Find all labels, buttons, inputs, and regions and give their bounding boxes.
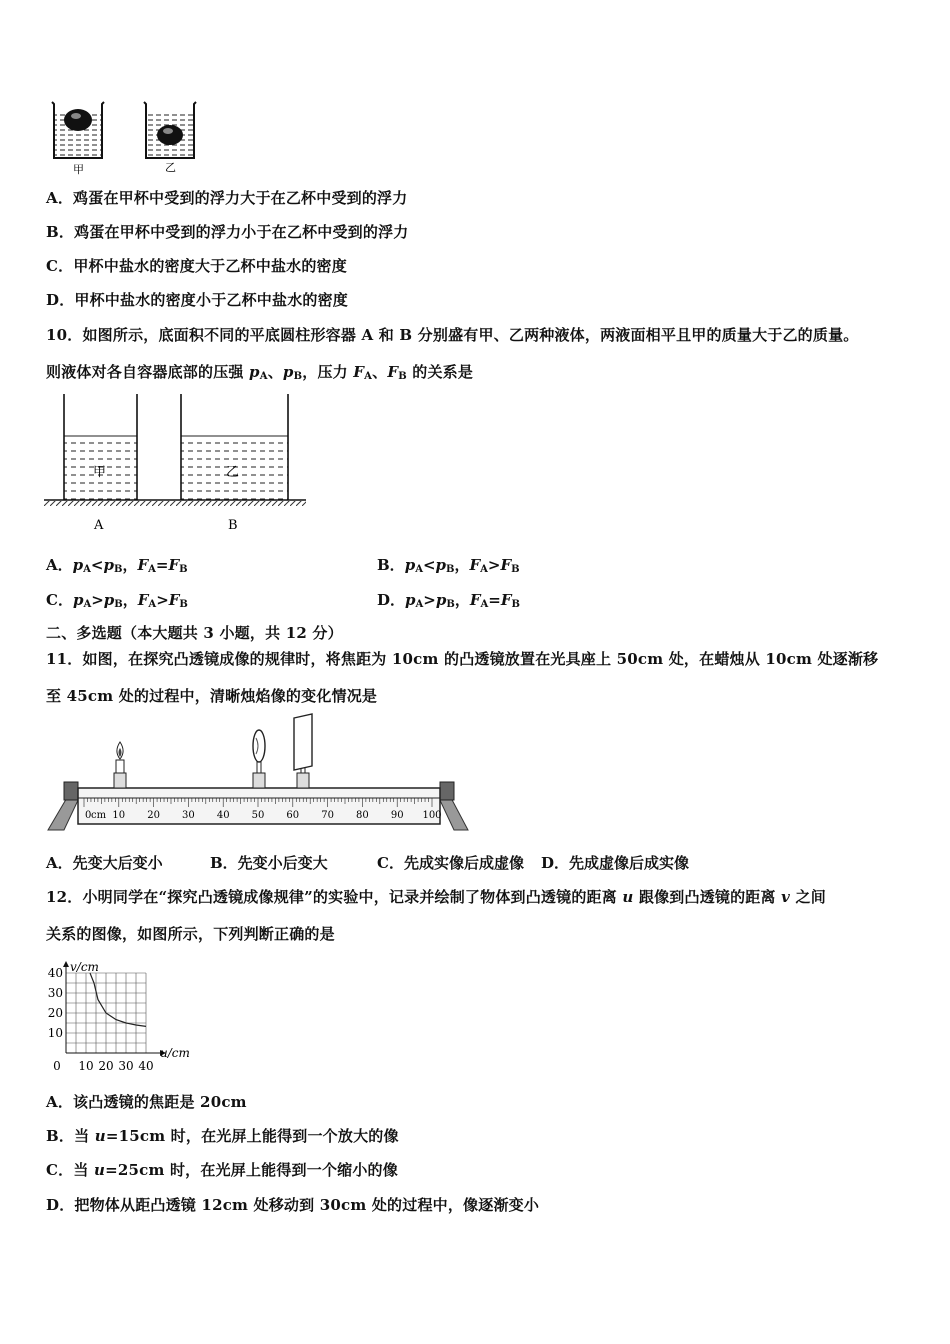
chart-x-tick-label: 0 (53, 1059, 61, 1073)
beaker-jia (52, 102, 104, 158)
convex-lens (253, 730, 265, 788)
containers-figure (44, 392, 314, 537)
section-heading: 二、多选题（本大题共 3 小题，共 12 分） (46, 624, 343, 642)
chart-xlabel: u/cm (160, 1046, 190, 1060)
ruler-tick-label: 20 (147, 810, 160, 821)
q12-option-d: D．把物体从距凸透镜 12cm 处移动到 30cm 处的过程中，像逐渐变小 (46, 1196, 540, 1214)
q12-stem-line1: 12．小明同学在“探究凸透镜成像规律”的实验中，记录并绘制了物体到凸透镜的距离 u 跟像到凸透镜的距离 v 之间 (46, 888, 826, 906)
beaker-label-yi: 乙 (165, 161, 176, 174)
chart-x-tick-label: 40 (138, 1059, 154, 1073)
optical-bench-figure (44, 712, 474, 834)
q10-stem-line1: 10．如图所示，底面积不同的平底圆柱形容器 A 和 B 分别盛有甲、乙两种液体，两液面相平且甲的质量大于乙的质量。 (46, 326, 859, 344)
chart-y-tick-label: 10 (47, 1026, 63, 1040)
q9-option-d: D．甲杯中盐水的密度小于乙杯中盐水的密度 (46, 291, 349, 309)
beaker-label-jia: 甲 (73, 163, 84, 176)
light-screen (294, 714, 312, 788)
container-label-a: A (94, 518, 104, 533)
q11-stem-line1: 11．如图，在探究凸透镜成像的规律时，将焦距为 10cm 的凸透镜放置在光具座上 50cm 处，在蜡烛从 10cm 处逐渐移 (46, 650, 879, 668)
q9-option-b: B．鸡蛋在甲杯中受到的浮力小于在乙杯中受到的浮力 (46, 223, 409, 241)
q11-stem-line2: 至 45cm 处的过程中，清晰烛焰像的变化情况是 (46, 687, 378, 705)
liquid-label-jia: 甲 (93, 465, 107, 480)
q11-option-b: B．先变小后变大 (210, 854, 328, 872)
ruler-tick-label: 50 (251, 810, 265, 821)
q9-option-a: A．鸡蛋在甲杯中受到的浮力大于在乙杯中受到的浮力 (46, 189, 408, 207)
chart-ylabel: v/cm (70, 960, 99, 974)
chart-x-tick-label: 10 (78, 1059, 94, 1073)
liquid-label-yi: 乙 (226, 465, 240, 480)
ruler-tick-label: 40 (216, 810, 230, 821)
ruler-tick-label: 0 (85, 810, 92, 821)
q9-option-c: C．甲杯中盐水的密度大于乙杯中盐水的密度 (46, 257, 347, 275)
q10-option-a: A．$p_A<p_B$，$F_A=F_B$ (46, 556, 188, 575)
chart-y-tick-label: 20 (47, 1006, 63, 1020)
egg-jia (64, 109, 92, 131)
beakers-figure (44, 98, 224, 178)
ruler-tick-label: 10 (112, 810, 126, 821)
bench-right-leg (438, 782, 468, 830)
q10-stem-line2: 则液体对各自容器底部的压强 $p_A$、$p_B$，压力 $F_A$、$F_B$ 的关系是 (46, 363, 474, 382)
q10-option-d: D．$p_A>p_B$，$F_A=F_B$ (377, 591, 520, 610)
chart-series-line (90, 973, 146, 1026)
chart-x-tick-label: 30 (118, 1059, 134, 1073)
container-label-b: B (228, 518, 238, 533)
chart-y-arrow (63, 961, 69, 967)
chart-y-tick-label: 40 (47, 966, 63, 980)
q12-option-b: B．当 u=15cm 时，在光屏上能得到一个放大的像 (46, 1127, 399, 1145)
beaker-yi (144, 102, 196, 158)
bench-left-leg (48, 782, 80, 830)
candle (114, 742, 126, 788)
chart-axes (63, 961, 166, 1056)
chart-x-tick-label: 20 (98, 1059, 114, 1073)
chart-tick-labels (48, 966, 154, 1073)
ruler-tick-label: 100 (422, 810, 442, 821)
ruler-tick-label: 80 (356, 810, 369, 821)
ruler-tick-label: 90 (390, 810, 404, 821)
q12-option-c: C．当 u=25cm 时，在光屏上能得到一个缩小的像 (46, 1161, 398, 1179)
ruler-unit: cm (91, 810, 107, 821)
q12-stem-line2: 关系的图像，如图所示，下列判断正确的是 (46, 925, 335, 943)
q11-option-a: A．先变大后变小 (46, 854, 163, 872)
q10-option-c: C．$p_A>p_B$，$F_A>F_B$ (46, 591, 188, 610)
chart-y-tick-label: 30 (47, 986, 63, 1000)
ruler-tick-label: 30 (182, 810, 195, 821)
q10-option-b: B．$p_A<p_B$，$F_A>F_B$ (377, 556, 520, 575)
q11-option-c: C．先成实像后成虚像 (377, 854, 524, 872)
ruler-tick-label: 70 (321, 810, 334, 821)
uv-chart (42, 955, 202, 1073)
q11-option-d: D．先成虚像后成实像 (541, 854, 690, 872)
ruler-tick-label: 60 (286, 810, 300, 821)
q12-option-a: A．该凸透镜的焦距是 20cm (46, 1093, 247, 1111)
egg-yi (157, 125, 183, 145)
